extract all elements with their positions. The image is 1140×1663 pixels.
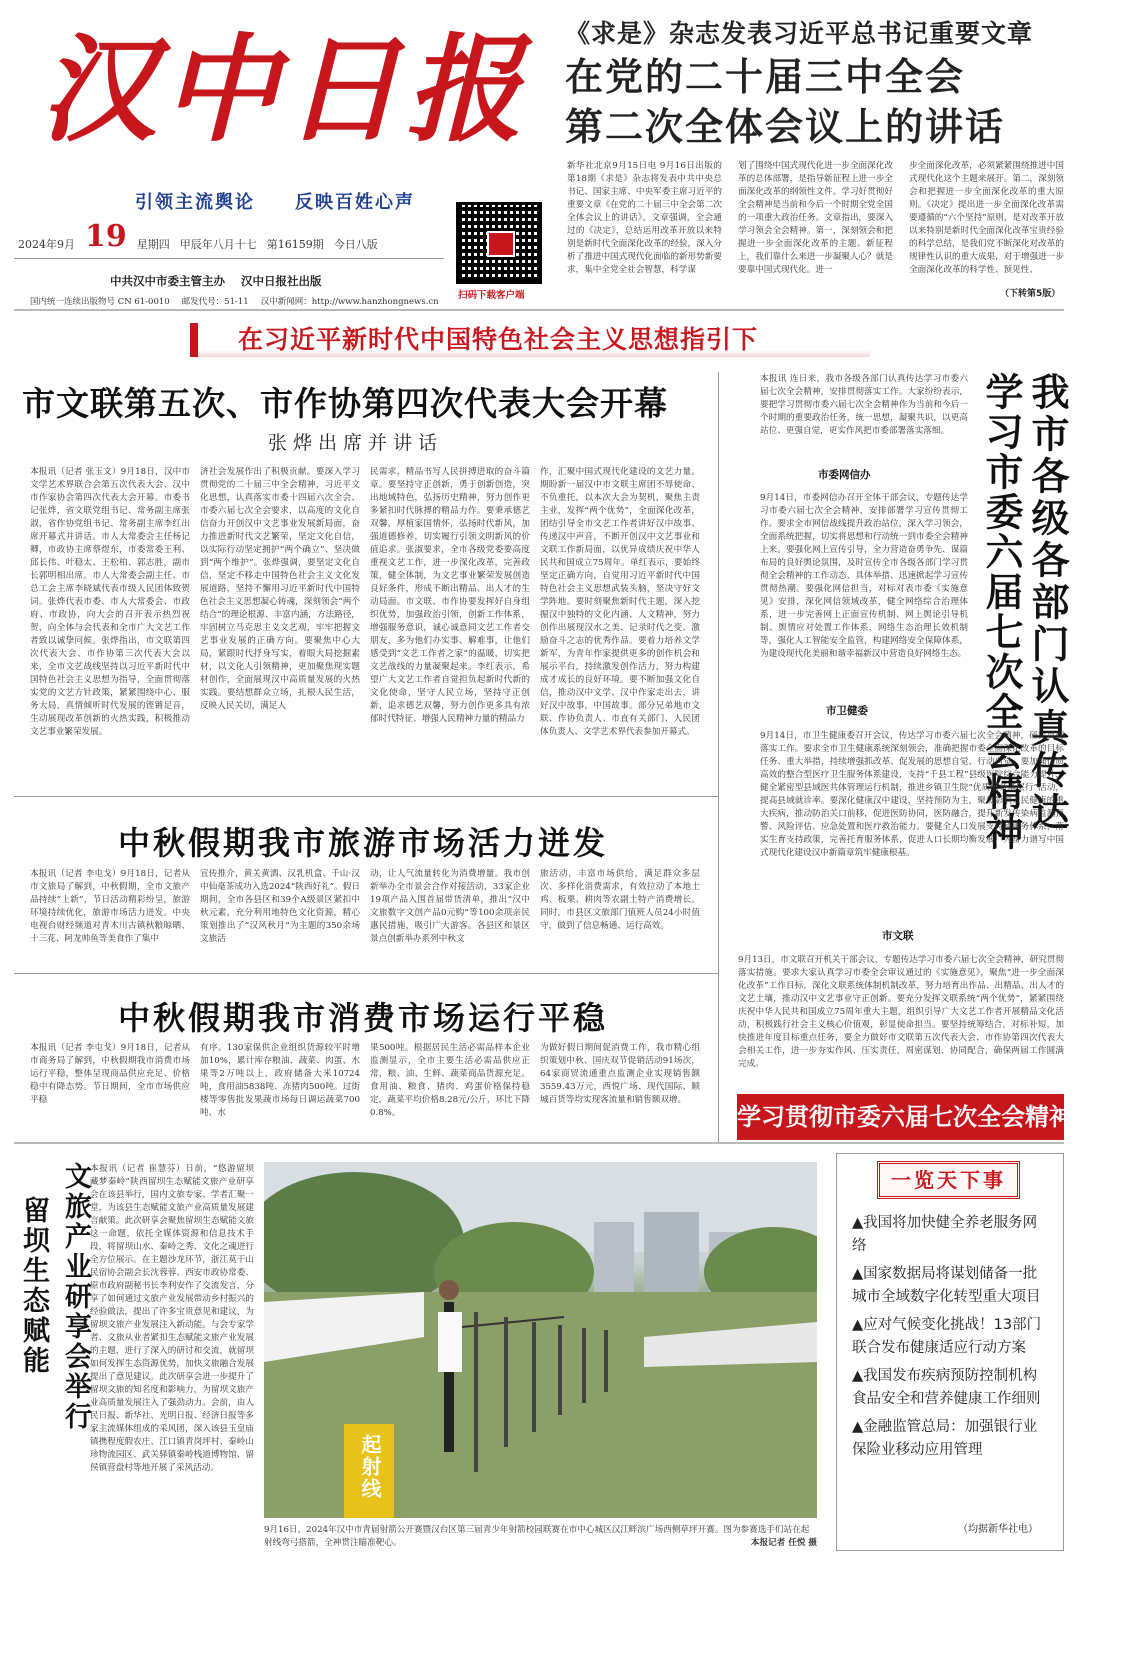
photo-caption-text: 9月16日，2024年汉中市青届射箭公开赛暨汉台区第三届青少年射箭校园联赛在市中心城区汉江畔滨广场西侧草坪开赛。图为参赛选手们站在起射线弯弓搭箭，全神贯注瞄准靶心。 (264, 1525, 810, 1548)
lead-kicker: 《求是》杂志发表习近平总书记重要文章 (565, 19, 1034, 48)
building (644, 1212, 699, 1292)
world-news-item[interactable]: ▲我国发布疾病预防控制机构食品安全和营养健康工作细则 (852, 1368, 1041, 1407)
feature-section-label-2: 市卫健委 (826, 705, 868, 717)
world-news-list (852, 1212, 1050, 1467)
story1-column-2: 济社会发展作出了积极贡献。要深入学习贯彻党的二十届三中全会精神，习近平文化思想，认真落实市委十四届六次全会、市委六届七次全会要求，以高度的文化自信奋力开创汉中文艺事业发展新局面，奋力推进新时代文艺繁荣，坚定文化自信，以实际行动坚定拥护“两个确立”、坚决做到“两个维护”。张烨强调，要坚定文化自信，坚定不移走中国特色社会主义文化发展道路，坚持不懈用习近平新时代中国特色社会主义思想凝心铸魂，深刻领会“两个结合”的理论根源、丰富内涵，方法路径，牢固树立马克思主义文艺观，牢牢把握文艺事业发展的正确方向。要聚焦中心大局，紧跟时代抒身写实，着眼大局挖掘素材，以文化人引领精神，更加聚焦现实题材创作，全面展现汉中高质量发展的火热实践。要结想群众立场，扎根人民生活，反映人民关切，满足人 (200, 467, 360, 711)
world-news-item[interactable]: ▲我国将加快健全养老服务网络 (852, 1215, 1038, 1254)
lead-headline-line1: 在党的二十届三中全会 (565, 55, 966, 99)
story2-headline: 中秋假期我市旅游市场活力迸发 (118, 824, 609, 862)
story1-subhead: 张烨出席并讲话 (268, 432, 444, 454)
qr-label[interactable]: 扫码下载客户端 (458, 290, 525, 301)
story3-column-1: 本报讯（记者 李屯戈）9月18日，记者从市商务局了解到，中秋假期我市消费市场运行平稳，整体呈现商品供应充足、价格稳中有降态势。节日期间，全市市场供应平稳 (30, 1043, 190, 1105)
world-news-source: （均据新华社电） (958, 1524, 1038, 1535)
lead-column-2: 划了围绕中国式现代化进一步全面深化改革的总体部署，是指导新征程上进一步全面深化改革的纲领性文件。学习好贯彻好全会精神是当前和今后一个时期全党全国的一项重大政治任务。文章指出，要深入学习领会全会精神。第一，深刻领会和把握进一步全面深化改革的主题。新征程上，我们靠什么来进一步凝聚人心？就是要靠中国式现代化。进一 (738, 161, 893, 275)
archer-row (604, 1330, 608, 1392)
lead-column-3: 步全面深化改革，必须紧紧围绕推进中国式现代化这个主题来展开。第二，深刻领会和把握进一步全面深化改革的重大原则。《决定》提出进一步全面深化改革需要遵循的“六个坚持”原则，是对改革开放以来特别是新时代全面深化改革宝贵经验的科学总结，是我们党不断深化对改革的规律性认识的重大成果，对于增强进一步全面深化改革的科学性、预见性、 (909, 161, 1064, 275)
story4-headline-line1: 文旅产业研享会举行 (60, 1162, 91, 1432)
slogan-left: 引领主流舆论 (135, 192, 255, 213)
archer-row (474, 1312, 478, 1472)
story1-headline: 市文联第五次、市作协第四次代表大会开幕 (22, 384, 668, 423)
feature-headline-a: 我市各级各部门认真传达 (1025, 372, 1069, 834)
sponsor-2: 汉中日报社出版 (241, 274, 322, 288)
weekday: 星期四 (136, 238, 170, 251)
continued-note[interactable]: （下转第5版） (1000, 289, 1061, 299)
slogan (135, 188, 455, 214)
shooting-line-sign-text: 起射线 (358, 1434, 382, 1500)
feature-red-box: 学习贯彻市委六届七次全会精神 (737, 1094, 1064, 1140)
archer-row (558, 1325, 562, 1415)
qr-code-icon[interactable] (456, 202, 542, 284)
feature-section-text-3: 9月13日，市文联召开机关干部会议，专题传达学习市委六届七次全会精神，研究贯彻落实措施。要求大家认真学习市委全会审议通过的《实施意见》，聚焦“进一步全面深化改革”工作目标，深化文联系统体制机制改革，努力培育出作品、出精品、出人才的文艺土壤，推动汉中文艺事业守正创新。要充分发挥文联系统“两个优势”，紧紧围绕庆祝中华人民共和国成立75周年重大主题，组织引导广大文艺工作者开展精品文化活动，积极践行社会主义核心价值观，彰显使命担当。要坚持统筹结合，对标补短，加快推进年度目标重点任务，要全力做好市文联第五次代表大会、市作协第四次代表大会相关工作，进一步夯实作风、压实责任，周密谋划、协同配合，确保两届工作圆满完成。 (738, 955, 1064, 1069)
story1-column-1: 本报讯（记者 张玉文）9月18日，汉中市文学艺术界联合会第五次代表大会、汉中市作家协会第四次代表大会开幕。市委书记张烨，省文联党组书记、常务副主席张淑，省作协党组书记、常务副主席李红出席开幕式并讲话。市人大常委会主任杨记卿，市政协主席蔡煜东，市委常委王利、邱长伟、叶稳太、王松柏、郭志胜，副市长郭明相出席。市人大常委会副主任、市总工会主席李晓斌代表市级人民团体致贺词。张烨代表市委、市人大常委会、市政府、市政协，向大会的召开表示热烈祝贺，向全体与会代表和全市广大文艺工作者致以诚挚问候。张烨指出，市文联第四次代表大会、市作协第三次代表大会以来，全市文艺战线坚持以习近平新时代中国特色社会主义思想为指导，全面贯彻落实党的文艺方针政策，紧紧围绕中心、服务大局，真情倾听时代发展的铿锵足音，生动展现改革创新的火热实践，积极推动文艺事业繁荣发展。 (30, 467, 190, 737)
photo-caption (264, 1524, 817, 1550)
lead-headline-line2: 第二次全体会议上的讲话 (565, 105, 1006, 149)
story3-column-3: 果500吨。根据居民生活必需品样本企业监测显示，全市主要生活必需品供应正常，粮、油、生鲜、蔬菜商品货源充足。食用油、粮食、猪肉、鸡蛋价格保持稳定，蔬菜平均价格8.28元/公斤，环比下降0.8%。 (370, 1043, 530, 1118)
divider (14, 258, 444, 259)
feature-section-label-1: 市委网信办 (818, 469, 871, 481)
pub-post: 邮发代号：51-11 (181, 297, 249, 307)
divider (14, 973, 718, 974)
story4-headline-line2: 留坝生态赋能 (18, 1196, 49, 1376)
column-rule (718, 372, 719, 1142)
publication-info (30, 295, 451, 307)
sponsor-line (110, 273, 338, 289)
archery-photo[interactable] (264, 1162, 817, 1518)
archer-head (439, 1280, 459, 1300)
lead-column-1: 新华社北京9月15日电 9月16日出版的第18期《求是》杂志将发表中共中央总书记、国家主席、中央军委主席习近平的重要文章《在党的二十届三中全会第二次全体会议上的讲话》。文章强调，全会通过的《决定》，总结运用改革开放以来特别是新时代全面深化改革的经验，深入分析了推进中国式现代化面临的新形势新要求，集中全党全社会智慧，科学谋 (567, 161, 722, 275)
story2-column-1: 本报讯（记者 李屯戈）9月18日，记者从市文旅局了解到，中秋假期，全市文旅产品持续“上新”，节日活动精彩纷呈，旅游环境持续优化，旅游市场活力迸发。中央电视台财经频道对青木川古镇秋粮晾晒、十三花、阿龙帅鱼等美食作了集中 (30, 869, 190, 944)
feature-section-text-1: 9月14日，市委网信办召开全体干部会议，专题传达学习市委六届七次全会精神，安排部署学习宣传贯彻工作。要求全市网信战线提升政治站位，深入学习领会，全面系统把握，切实将思想和行动统一到市委全会精神上来。要强化网上宣传引导，全力营造奋勇争先、谋篇布局的良好舆论氛围，及时宣传全市各级各部门学习贯彻全会精神的工作动态、具体举措、迅速掀起学习宣传贯彻热潮。要强化网信担当，对标对表市委《实施意见》安排，深化网信领域改革，健全网络综合治理体系，进一步完善网上正面宣传机制、网上舆论引导机制、舆情应对处置工作体系，网络生态治理长效机制等，强化人工智能安全监管，构建网络安全保障体系，为建设现代化美丽和谐幸福新汉中营造良好网络生态。 (760, 493, 968, 659)
story3-column-4: 为做好假日期间促消费工作，我市精心组织策划中秋、国庆双节促销活动91场次，64家商贸流通重点监测企业实现销售额3559.43万元，西悦广场、现代国际、顺城百货等均实现客流量和销售额双增。 (540, 1043, 700, 1105)
archer-row (532, 1322, 536, 1432)
page-count: 今日八版 (333, 238, 378, 251)
story1-column-4: 作，汇聚中国式现代化建设的文艺力量。期盼新一届汉中市文联主席团不辱使命、不负重托，以本次大会为契机，聚焦主责主业，发挥“两个优势”，全面深化改革，团结引导全市文艺工作者讲好汉中故事、传递汉中声音，不断开创汉中文艺事业和文联工作新局面，以优异成绩庆祝中华人民共和国成立75周年。单红表示，要始终坚定正确方向，自觉用习近平新时代中国特色社会主义思想武装头脑，坚决守好文学阵地。要时刻聚焦新时代主题，深入挖掘汉中独特的文化内涵、人文精神，努力创作出展现汉水之美、记录时代之变、激励奋斗之志的优秀作品。要着力培养文学新军，为青年作家提供更多的创作机会和展示平台，持续激发创作活力，努力构建成才成长的良好环境。要不断加强文化自信，推动汉中文学、汉中作家走出去，讲好汉中故事，中国故事。部分兄弟地市文联、作协负责人、市直有关部门、人民团体负责人、文学艺术界代表参加开幕式。 (540, 467, 700, 737)
feature-section-text-2: 9月14日，市卫生健康委召开会议，传达学习市委六届七次全会精神，研究贯彻落实工作。要求全市卫生健康系统深刻领会，准确把握市委全面深化改革的目标任务、重大举措，持续增强抓改革、促发展的思想自觉、行动自觉。要加强优质高效的整合型医疗卫生服务体系建设，支持“千县工程”县级医院综合能力提升，健全紧密型县域医共体管理运行机制，推进乡镇卫生院“优质服务基层行”活动，提高县域就诊率。要深化健康汉中建设，坚持预防为主，聚焦影响人民健康的重大疾病，推动防治关口前移，促进医防协同，医防融合，提升新发传染病监测预警、风险评估、应急处置和医疗救治能力。要健全人口发展支持和服务体系，落实生育支持政策，完善托育服务体系，促进人口长期均衡发展，为奋力谱写中国式现代化建设汉中新篇章筑牢健康根基。 (760, 731, 1064, 858)
pub-cn: 国内统一连续出版物号 CN 61-0010 (30, 297, 170, 307)
sponsor-1: 中共汉中市委主管主办 (110, 274, 225, 288)
section-divider (14, 1142, 1064, 1144)
world-news-item[interactable]: ▲国家数据局将谋划储备一批城市全域数字化转型重大项目 (852, 1266, 1041, 1305)
section-banner: 在习近平新时代中国特色社会主义思想指引下 (190, 323, 870, 357)
dateline (18, 219, 448, 254)
story3-headline: 中秋假期我市消费市场运行平稳 (118, 999, 609, 1037)
archery-scene (264, 1162, 817, 1518)
story4-text: 本报讯（记者 崔慧芬）日前，“悠游留坝 藏梦秦岭”陕西留坝生态赋能文旅产业研享会在该县举行，国内文旅专家、学者汇聚一堂，为该县生态赋能文旅产业高质量发展建言献策。此次研享会聚焦留坝生态赋能文旅这一命题，依托全媒体资源和信息技术手段，将留坝山水、秦岭之秀、文化之魂进行全方位展示。在主题沙龙环节，浙江莫干山民宿协会副会长沈蓉蓉、西安市政协常委、原市政府副秘书长李利安作了交流发言，分享了如何通过文旅产业发展带动乡村振兴的经验做法，提出了许多宝贵意见和建议，为留坝文旅产业发展注入新动能。与会专家学者、文旅从业者紧扣生态赋能文旅产业发展的主题，进行了深入的研讨和交流，就留坝如何发挥生态资源优势，加快文旅融合发展提出了意见建议。此次研享会进一步提升了留坝文旅的知名度和影响力，为留坝文旅产业高质量发展注入了强劲动力。会前，由人民日报、新华社、光明日报、经济日报等多家主流媒体组成的采风团，深入该县玉皇庙镇携程度假农庄、江口镇青岗坪村、秦岭山珍物流园区、武关驿镇秦岭栈道博物馆、留侯镇营盘村等地开展了采风活动。 (90, 1164, 254, 1473)
feature-intro: 本报讯 连日来，我市各级各部门认真传达学习市委六届七次全会精神，安排贯彻落实工作。大家纷纷表示，要把学习贯彻市委六届七次全会精神作为当前和今后一个时期的重要政治任务，统一思想，凝聚共识，以更高站位、更强自觉，更实作风把市委部署落实落细。 (760, 374, 968, 436)
story3-column-2: 有序。130家保供企业组织货源较平时增加10%，累计库存粮油、蔬菜、肉蛋、水果等2万吨以上，政府储备大米10724吨，食用油5838吨、冻猪肉500吨。过街楼等零售批发果蔬市场每日调运蔬菜700吨、水 (200, 1043, 360, 1118)
feature-headline-b: 学习市委六届七次全会精神 (979, 372, 1023, 852)
newspaper-logo: 汉中日报 (40, 22, 528, 158)
archer-shirt (438, 1312, 462, 1372)
lead-headline (565, 52, 1005, 152)
story2-column-4: 旅活动，丰富市场供给，满足群众多层次、多样化消费需求，有效拉动了本地土鸡、板栗、耕肉等农副土特产消费增长。同时，市县区文旅部门值班人员24小时值守，做到了信息畅通、运行高效。 (540, 869, 700, 931)
slogan-right: 反映百姓心声 (295, 192, 415, 213)
section-divider (14, 309, 1064, 311)
story2-column-3: 动，让人气流量转化为消费增量。我市创新举办全市景会合作对接活动，33家企业19项产品入围首届带货清单，推出“汉中文旅数字文创产品0元购”等100余项亲民惠民措施，吸引广大游客。各县区和景区景点创新举办系列中秋文 (370, 869, 530, 944)
story2-column-2: 宣传推介，黄关黄酒、汉乳机盒、千山·汉中仙毫茶成功入选2024“陕西好礼”。假日期间，全市各县区和39个A级景区紧扣中秋元素，充分利用地特色文化资源，精心策划推出了“汉风秋月”为主题的350余场文旅活 (200, 869, 360, 944)
archer-row (504, 1317, 508, 1447)
pub-web[interactable]: 汉中新闻网：http://www.hanzhongnews.cn (260, 297, 439, 307)
building (594, 1222, 634, 1292)
date-text: 2024年9月 (18, 238, 75, 251)
feature-section-label-3: 市文联 (882, 930, 914, 942)
archer-row (582, 1328, 586, 1403)
day-number: 19 (85, 219, 127, 254)
lunar-date: 甲辰年八月十七 (179, 238, 257, 251)
world-news-item[interactable]: ▲应对气候变化挑战！13部门联合发布健康适应行动方案 (852, 1317, 1042, 1356)
divider (14, 796, 718, 797)
world-news-title: 一览天下事 (877, 1161, 1020, 1199)
world-news-item[interactable]: ▲金融监管总局：加强银行业保险业移动应用管理 (852, 1419, 1038, 1458)
photo-credit: 本报记者 任悦 摄 (750, 1538, 817, 1548)
issue-number: 第16159期 (266, 238, 324, 251)
story1-column-3: 民需求，精品书写人民拼搏进取的奋斗篇章。要坚持守正创新，勇于创新创造，突出地域特色，弘扬历史精神，努力创作更多紧扣时代脉搏的精品力作。要秉承德艺双馨，厚植家国情怀，弘扬时代新风，加强道德修养，切实履行引领文明新风的价值追求。张淑要求，全市各级党委要高度重视文艺工作，进一步深化改革，完善政策，健全体制，为文艺事业繁荣发展创造良好条件，形成不断出精品、出人才的生动局面。市文联、市作协要发挥好自身组织优势，加强政治引领，创新工作体系，增强服务意识，诚心诚意同文艺工作者交朋友，多为他们办实事、解难事，让他们感受到“文艺工作者之家”的温暖，切实把文艺战线的力量凝聚起来。李红表示，希望广大文艺工作者自觉担负起新时代新的文化使命，坚守人民立场，坚持守正创新，追求德艺双馨，努力创作更多具有浓郁时代特征、增强人民精神力量的精品力 (370, 467, 530, 724)
